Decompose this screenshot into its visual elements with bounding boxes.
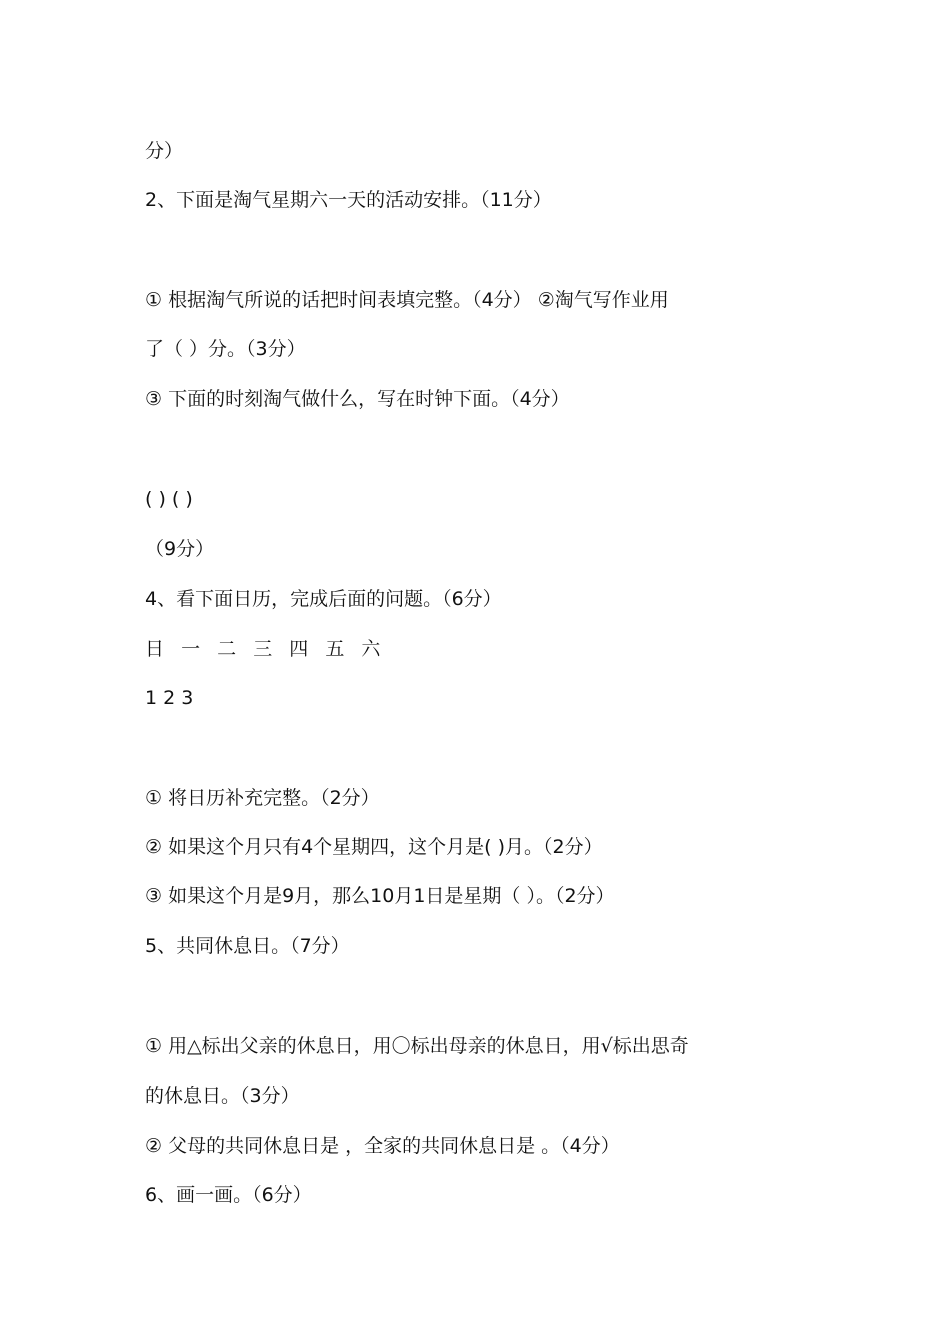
question-6-heading: 6、画一画。（6分） [145,1184,312,1206]
text-line-fen-continuation: 分） [145,140,184,162]
question-4-part-1: ① 将日历补充完整。（2分） [145,787,380,809]
weekday-tue: 二 [217,638,237,660]
weekday-fri: 五 [325,638,345,660]
weekday-wed: 三 [253,638,273,660]
clock-answer-blanks: ( ) ( ) [145,488,193,510]
weekday-thu: 四 [289,638,309,660]
question-4-part-2: ② 如果这个月只有4个星期四，这个月是( )月。（2分） [145,836,603,858]
calendar-weekday-header [145,635,835,663]
weekday-mon: 一 [181,638,201,660]
question-5-heading: 5、共同休息日。（7分） [145,935,350,957]
question-3-score: （9分） [145,538,215,560]
question-5-part-1-continued: 的休息日。（3分） [145,1085,300,1107]
question-5-part-1: ① 用△标出父亲的休息日，用〇标出母亲的休息日，用√标出思奇 [145,1035,689,1057]
weekday-sun: 日 [145,638,165,660]
question-2-part-2: 了（ ）分。（3分） [145,338,306,360]
question-2-part-1: ① 根据淘气所说的话把时间表填完整。（4分） ②淘气写作业用 [145,289,669,311]
question-5-part-2: ② 父母的共同休息日是 ，全家的共同休息日是 。（4分） [145,1135,620,1157]
question-2-part-3: ③ 下面的时刻淘气做什么，写在时钟下面。（4分） [145,388,570,410]
calendar-first-row: 1 2 3 [145,687,194,709]
weekday-sat: 六 [361,638,381,660]
question-4-heading: 4、看下面日历，完成后面的问题。（6分） [145,588,502,610]
question-4-part-3: ③ 如果这个月是9月，那么10月1日是星期（ ）。（2分） [145,885,615,907]
question-2-heading: 2、下面是淘气星期六一天的活动安排。（11分） [145,189,552,211]
